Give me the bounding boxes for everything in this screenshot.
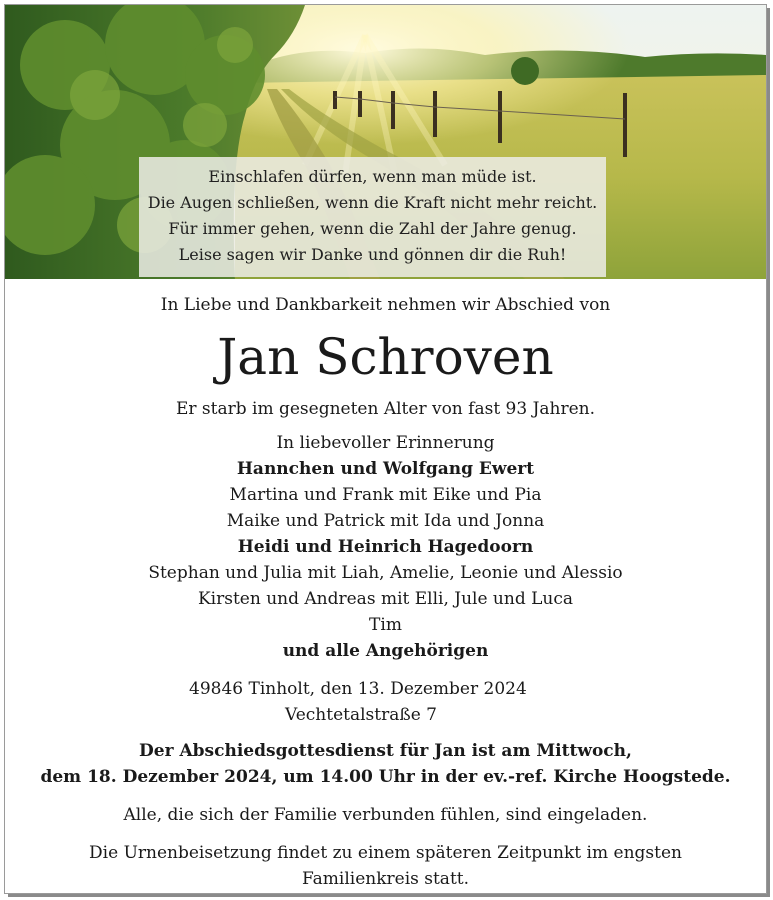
family-line: Tim xyxy=(369,615,402,635)
notice-body xyxy=(5,279,766,892)
invitation-text: Alle, die sich der Familie verbunden fühlen, sind eingeladen. xyxy=(123,805,648,825)
age-line: Er starb im gesegneten Alter von fast 93 Jahren. xyxy=(175,399,596,419)
street-address: Vechtetalstraße 7 xyxy=(285,705,437,725)
deceased-name: Jan Schroven xyxy=(217,328,554,386)
service-line: dem 18. Dezember 2024, um 14.00 Uhr in der ev.-ref. Kirche Hoogstede. xyxy=(40,767,731,787)
family-line: Kirsten und Andreas mit Elli, Jule und Luca xyxy=(197,589,574,609)
place-date: 49846 Tinholt, den 13. Dezember 2024 xyxy=(189,679,527,699)
family-line: Stephan und Julia mit Liah, Amelie, Leonie und Alessio xyxy=(148,563,623,583)
intro-text: In Liebe und Dankbarkeit nehmen wir Abschied von xyxy=(160,295,611,315)
poem-line: Einschlafen dürfen, wenn man müde ist. xyxy=(208,167,537,186)
family-line-bold: und alle Angehörigen xyxy=(282,641,489,661)
poem-line: Für immer gehen, wenn die Zahl der Jahre genug. xyxy=(168,219,577,238)
poem-line: Die Augen schließen, wenn die Kraft nicht mehr reicht. xyxy=(147,193,598,212)
family-line: Martina und Frank mit Eike und Pia xyxy=(229,485,542,505)
obituary-notice xyxy=(4,4,767,894)
family-line: Maike und Patrick mit Ida und Jonna xyxy=(226,511,545,531)
poem-box xyxy=(139,157,606,277)
family-line-bold: Heidi und Heinrich Hagedoorn xyxy=(237,537,534,557)
family-line-bold: Hannchen und Wolfgang Ewert xyxy=(236,459,535,479)
service-line: Der Abschiedsgottesdienst für Jan ist am Mittwoch, xyxy=(139,741,632,761)
memory-heading: In liebevoller Erinnerung xyxy=(276,433,495,453)
burial-line: Familienkreis statt. xyxy=(301,869,470,889)
poem-line: Leise sagen wir Danke und gönnen dir die Ruh! xyxy=(178,245,567,264)
burial-line: Die Urnenbeisetzung findet zu einem späteren Zeitpunkt im engsten xyxy=(89,843,682,863)
